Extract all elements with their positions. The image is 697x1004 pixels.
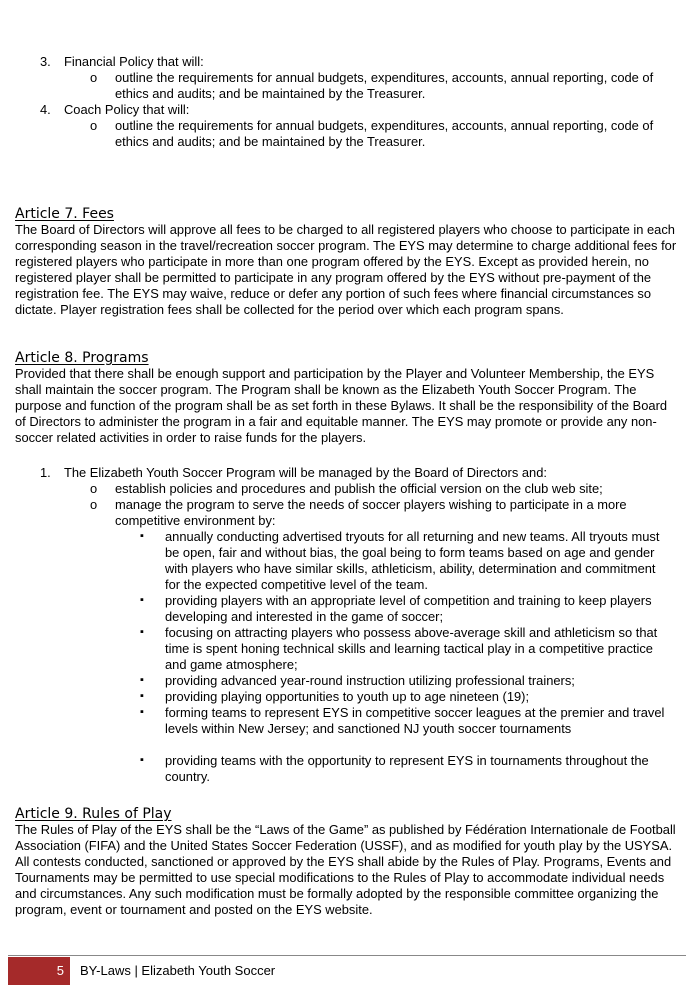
list-number: 1. — [40, 465, 51, 480]
bullet-text: forming teams to represent EYS in competitive soccer leagues at the premier and travel levels within New Jersey; and sanctioned NJ youth soccer tournaments — [165, 705, 665, 736]
subitem-text: manage the program to serve the needs of soccer players wishing to participate in a more competitive environment by: — [115, 497, 627, 528]
circle-bullet: o — [90, 118, 98, 133]
square-bullet: ▪ — [140, 594, 144, 606]
article-9-body: The Rules of Play of the EYS shall be the “Laws of the Game” as published by Fédération Internationale de Football Association (FIFA) and the United States Soccer Federation (USSF), and as modified for youth play by the USYSA. All contests conducted, sanctioned or approved by the EYS shall abide by the Rules of Play. Programs, Events and Tournaments may be permitted to use special modifications to the Rules of Play to accommodate individual needs and circumstances. Any such modification must be formally adopted by the responsible committee organizing the program, event or tournament and posted on the EYS website. — [15, 822, 676, 917]
bullet-text: providing playing opportunities to youth up to age nineteen (19); — [165, 689, 530, 704]
article-8-heading: Article 8. Programs — [15, 350, 149, 366]
circle-bullet: o — [90, 497, 98, 512]
square-bullet: ▪ — [140, 754, 144, 766]
article-7-heading: Article 7. Fees — [15, 206, 114, 222]
bullet-text: providing teams with the opportunity to represent EYS in tournaments throughout the country. — [165, 753, 649, 784]
square-bullet: ▪ — [140, 530, 144, 542]
square-bullet: ▪ — [140, 706, 144, 718]
bullet-text: focusing on attracting players who possess above-average skill and athleticism so that time is spent honing technical skills and learning tactical play in a competitive practice and game atmosphere; — [165, 625, 658, 672]
circle-bullet: o — [90, 481, 98, 496]
subitem-text: establish policies and procedures and publish the official version on the club web site; — [115, 481, 603, 496]
subitem-text: outline the requirements for annual budgets, expenditures, accounts, annual reporting, code of ethics and audits; and be maintained by the Treasurer. — [115, 70, 654, 101]
circle-bullet: o — [90, 70, 98, 85]
list-label: Coach Policy that will: — [64, 102, 190, 117]
footer-title: BY-Laws | Elizabeth Youth Soccer — [80, 963, 276, 978]
article-7-body: The Board of Directors will approve all fees to be charged to all registered players who choose to participate in each corresponding season in the travel/recreation soccer program. The EYS may determine to charge additional fees for registered players who participate in more than one program offered by the EYS. Except as provided herein, no registered player shall be permitted to participate in any program offered by the EYS without pre-payment of the registration fee. The EYS may waive, reduce or defer any portion of such fees where financial circumstances so dictate. Player registration fees shall be collected for the period over which each program spans. — [15, 222, 677, 317]
list-number: 4. — [40, 102, 51, 117]
list-label: Financial Policy that will: — [64, 54, 204, 69]
article-8-body: Provided that there shall be enough support and participation by the Player and Volunteer Membership, the EYS shall maintain the soccer program. The Program shall be known as the Elizabeth Youth Soccer Program. The purpose and function of the program shall be as set forth in these Bylaws. It shall be the responsibility of the Board of Directors to administer the program in a fair and equitable manner. The EYS may promote or provide any non-soccer related activities in order to raise funds for the players. — [15, 366, 668, 445]
page-number: 5 — [8, 957, 70, 985]
subitem-text: outline the requirements for annual budgets, expenditures, accounts, annual reporting, code of ethics and audits; and be maintained by the Treasurer. — [115, 118, 654, 149]
square-bullet: ▪ — [140, 690, 144, 702]
footer-divider — [8, 955, 686, 956]
bullet-text: annually conducting advertised tryouts for all returning and new teams. All tryouts must be open, fair and without bias, the goal being to form teams based on age and gender with players who have similar skills, athleticism, ability, determination and commitment for the expected competitive level of the team. — [165, 529, 660, 592]
list-number: 3. — [40, 54, 51, 69]
bullet-text: providing players with an appropriate level of competition and training to keep players developing and interested in the game of soccer; — [165, 593, 652, 624]
article-9-heading: Article 9. Rules of Play — [15, 806, 172, 822]
square-bullet: ▪ — [140, 626, 144, 638]
square-bullet: ▪ — [140, 674, 144, 686]
bullet-text: providing advanced year-round instruction utilizing professional trainers; — [165, 673, 575, 688]
list-label: The Elizabeth Youth Soccer Program will be managed by the Board of Directors and: — [64, 465, 547, 480]
